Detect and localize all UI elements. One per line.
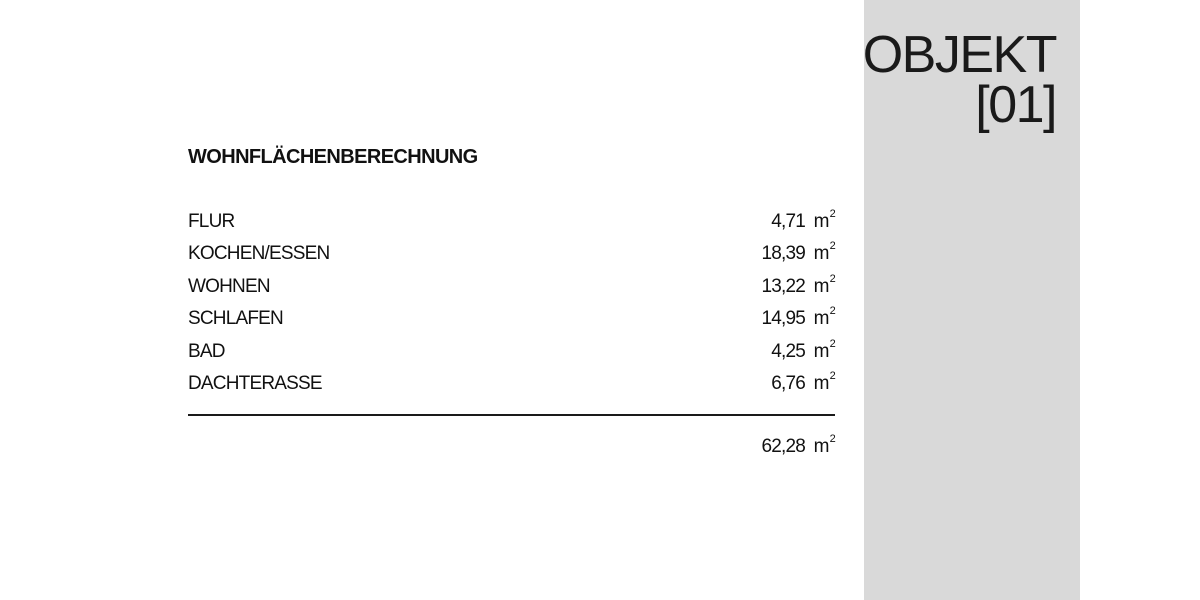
table-row [188, 239, 835, 271]
object-title [862, 26, 1056, 134]
room-area: 13,22 [761, 275, 805, 297]
area-unit: $m^2$ [813, 433, 835, 457]
table-row [188, 207, 835, 239]
total-row [188, 432, 835, 464]
area-unit: $m^2$ [813, 272, 835, 297]
room-name: BAD [188, 340, 225, 362]
area-unit: $m^2$ [813, 240, 835, 265]
object-title-line1: OBJEKT [862, 26, 1056, 84]
total-divider [188, 414, 835, 416]
room-area: 18,39 [761, 243, 805, 265]
area-unit: $m^2$ [813, 208, 835, 232]
table-row [188, 304, 835, 336]
room-name: SCHLAFEN [188, 308, 283, 330]
room-area: 6,76 [771, 372, 805, 394]
room-name: DACHTERASSE [188, 372, 322, 394]
area-table [188, 207, 835, 401]
room-area: 4,71 [771, 211, 805, 232]
total-area: 62,28 [761, 436, 805, 457]
side-panel [864, 0, 1080, 600]
object-title-line2: [01] [975, 76, 1056, 134]
room-name: FLUR [188, 211, 235, 232]
room-area: 4,25 [771, 340, 805, 362]
room-name: WOHNEN [188, 275, 270, 297]
table-row [188, 337, 835, 369]
table-row [188, 272, 835, 304]
room-name: KOCHEN/ESSEN [188, 243, 330, 265]
page-title: WOHNFLÄCHENBERECHNUNG [188, 146, 478, 168]
area-unit: $m^2$ [813, 305, 835, 330]
area-unit: $m^2$ [813, 337, 835, 362]
area-unit: $m^2$ [813, 369, 835, 394]
table-row [188, 369, 835, 401]
room-area: 14,95 [761, 308, 805, 330]
